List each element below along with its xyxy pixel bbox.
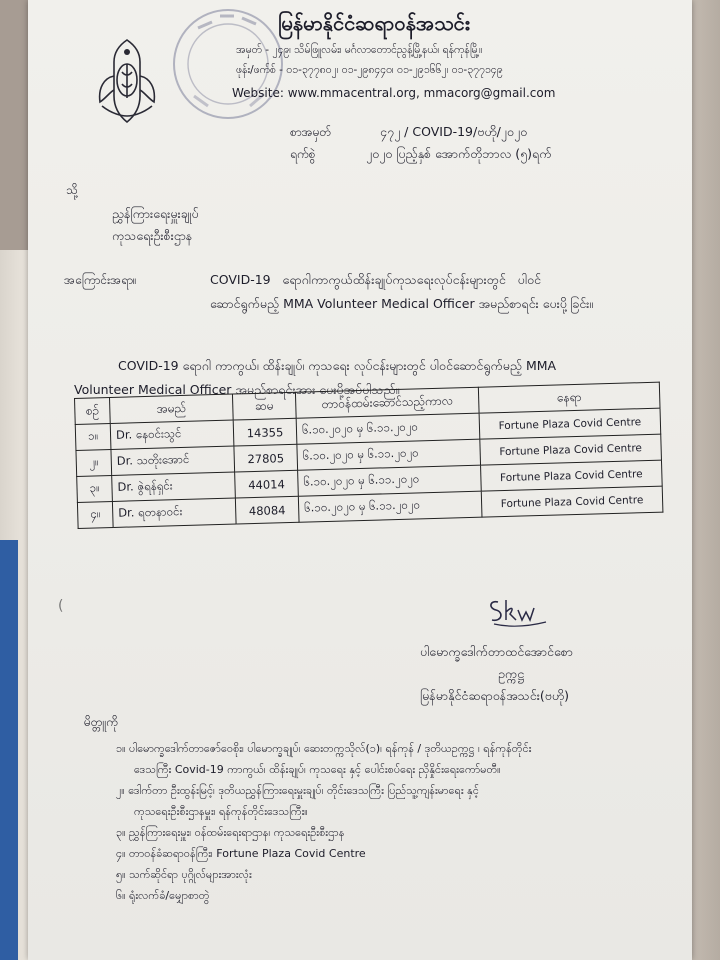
cell-no: ၂။ xyxy=(76,449,112,476)
copy-item: ၄။ တာဝန်ခံဆရာဝန်ကြီး၊ Fortune Plaza Covid Centre xyxy=(116,847,366,860)
cell-name: Dr. နေဝင်းသွင် xyxy=(110,420,234,449)
column-header-no: စဉ် xyxy=(75,398,111,425)
cell-name: Dr. သတိုးအောင် xyxy=(111,446,235,475)
cell-no: ၃။ xyxy=(77,475,113,502)
copy-item: ၃။ ညွှန်ကြားရေးမှူး၊ ဝန်ထမ်းရေးရာဌာန၊ ကုသရေးဦးစီးဌာန xyxy=(116,826,345,839)
date-label: ရက်စွဲ xyxy=(290,147,316,161)
background-folder-stripe xyxy=(0,540,18,960)
association-logo-icon xyxy=(92,36,162,126)
column-header-place: နေရာ xyxy=(478,382,660,413)
cell-period: ၆.၁၀.၂၀၂၀ မှ ၆.၁၁.၂၀၂၀ xyxy=(298,465,482,496)
address-line: အမှတ် - ၂၄၉၊ သိမ်ဖြူလမ်း၊ မင်္ဂလာတောင်ညွန့်မြို့နယ်၊ ရန်ကုန်မြို့။ xyxy=(236,44,483,56)
cell-period: ၆.၁၀.၂၀၂၀ မှ ၆.၁၁.၂၀၂၀ xyxy=(297,439,481,470)
signatory-title: ဥက္ကဋ္ဌ xyxy=(498,666,524,681)
cell-period: ၆.၁၀.၂၀၂၀ မှ ၆.၁၁.၂၀၂၀ xyxy=(298,491,482,522)
cell-name: Dr. ဇွဲရန်ရှင်း xyxy=(112,472,236,501)
date-value: ၂၀၂၀ ပြည့်နှစ် အောက်တိုဘာလ (၅)ရက် xyxy=(366,146,552,161)
volunteer-table xyxy=(74,382,663,529)
recipient-department: ကုသရေးဦးစီးဌာန xyxy=(112,228,193,243)
subject-line-2: ဆောင်ရွက်မည့် MMA Volunteer Medical Officer အမည်စာရင်း ပေးပို့ခြင်း။ xyxy=(210,296,594,311)
website-email-line: Website: www.mmacentral.org, mmacorg@gmail.com xyxy=(232,86,556,100)
cell-place: Fortune Plaza Covid Centre xyxy=(480,434,662,465)
cell-sama: 14355 xyxy=(233,418,297,446)
margin-mark: ( xyxy=(58,598,64,614)
cell-period: ၆.၁၀.၂၀၂၀ မှ ၆.၁၁.၂၀၂၀ xyxy=(296,413,480,444)
cell-place: Fortune Plaza Covid Centre xyxy=(479,408,661,439)
copy-item: ၂။ ဒေါက်တာ ဦးထွန်းမြင့်၊ ဒုတိယညွှန်ကြားရေးမှူးချုပ်၊ တိုင်းဒေသကြီး ပြည်သူ့ကျန်းမာရေး နှင့် xyxy=(116,784,479,797)
signatory-name: ပါမောက္ခဒေါက်တာထင်အောင်စော xyxy=(420,644,573,659)
column-header-name: အမည် xyxy=(110,394,234,423)
subject-label: အကြောင်းအရာ။ xyxy=(64,273,137,287)
body-paragraph-line-1: COVID-19 ရောဂါ ကာကွယ်၊ ထိန်းချုပ်၊ ကုသရေး လုပ်ငန်းများတွင် ပါဝင်ဆောင်ရွက်မည့် MMA xyxy=(118,358,557,373)
handwritten-signature xyxy=(484,594,554,630)
cell-place: Fortune Plaza Covid Centre xyxy=(481,486,663,517)
phone-fax-line: ဖုန်း/ဖက်စ် - ၀၁-၃၇၇၈၀၂၊ ၀၁-၂၉၈၄၄၀၊ ၀၁-၂၉၁၆၆၂၊ ၀၁-၃၇၇၁၄၉ xyxy=(236,64,503,76)
reference-label: စာအမှတ် xyxy=(290,125,332,139)
recipient-to: သို့ xyxy=(66,183,78,197)
column-header-period: တာဝန်ထမ်းဆောင်သည့်ကာလ xyxy=(295,387,479,418)
column-header-sama: ဆမ xyxy=(232,392,296,420)
body-paragraph-line-2: Volunteer Medical Officer အမည်စာရင်းအား ပေးပို့အပ်ပါသည်။ xyxy=(74,382,400,397)
reference-number: ၄၇၂ / COVID-19/ဗဟို/၂၀၂၀ xyxy=(380,124,528,139)
organization-title: မြန်မာနိုင်ငံဆရာဝန်အသင်း xyxy=(278,11,470,35)
recipient-title: ညွှန်ကြားရေးမှူးချုပ် xyxy=(112,206,199,221)
signatory-organization: မြန်မာနိုင်ငံဆရာဝန်အသင်း(ဗဟို) xyxy=(420,688,569,703)
cell-no: ၄။ xyxy=(77,501,113,528)
cell-no: ၁။ xyxy=(75,423,111,450)
cell-sama: 44014 xyxy=(235,470,299,498)
copies-list xyxy=(116,738,636,906)
cell-sama: 27805 xyxy=(234,444,298,472)
cell-name: Dr. ရတနာဝင်း xyxy=(112,498,236,527)
copy-item-continued: ဒေသကြီး Covid-19 ကာကွယ်၊ ထိန်းချုပ်၊ ကုသရေး နှင့် ပေါင်းစပ်ရေး ညှိနှိုင်းရေးကော်မတီ။ xyxy=(134,763,501,776)
cell-sama: 48084 xyxy=(235,496,299,524)
copy-item: ၆။ ရုံးလက်ခံ/မျှောစာတွဲ xyxy=(116,889,210,902)
copy-item: ၅။ သက်ဆိုင်ရာ ပုဂ္ဂိုလ်များအားလုံး xyxy=(116,868,252,881)
cell-place: Fortune Plaza Covid Centre xyxy=(481,460,663,491)
copy-item-continued: ကုသရေးဦးစီးဌာနမှူး၊ ရန်ကုန်တိုင်းဒေသကြီး။ xyxy=(134,805,308,818)
copy-item: ၁။ ပါမောက္ခဒေါက်တာဇော်ဝေစိုး၊ ပါမောက္ခချုပ်၊ ဆေးတက္ကသိုလ်(၁)၊ ရန်ကုန် / ဒုတိယဥက္ကဋ္ဌ ၊ ရန်ကုန်တိုင်း xyxy=(116,742,532,755)
copies-label: မိတ္တူကို xyxy=(84,715,118,729)
subject-line-1: COVID-19 ရောဂါကာကွယ်ထိန်းချုပ်ကုသရေးလုပ်ငန်းများတွင် ပါဝင် xyxy=(210,272,541,287)
